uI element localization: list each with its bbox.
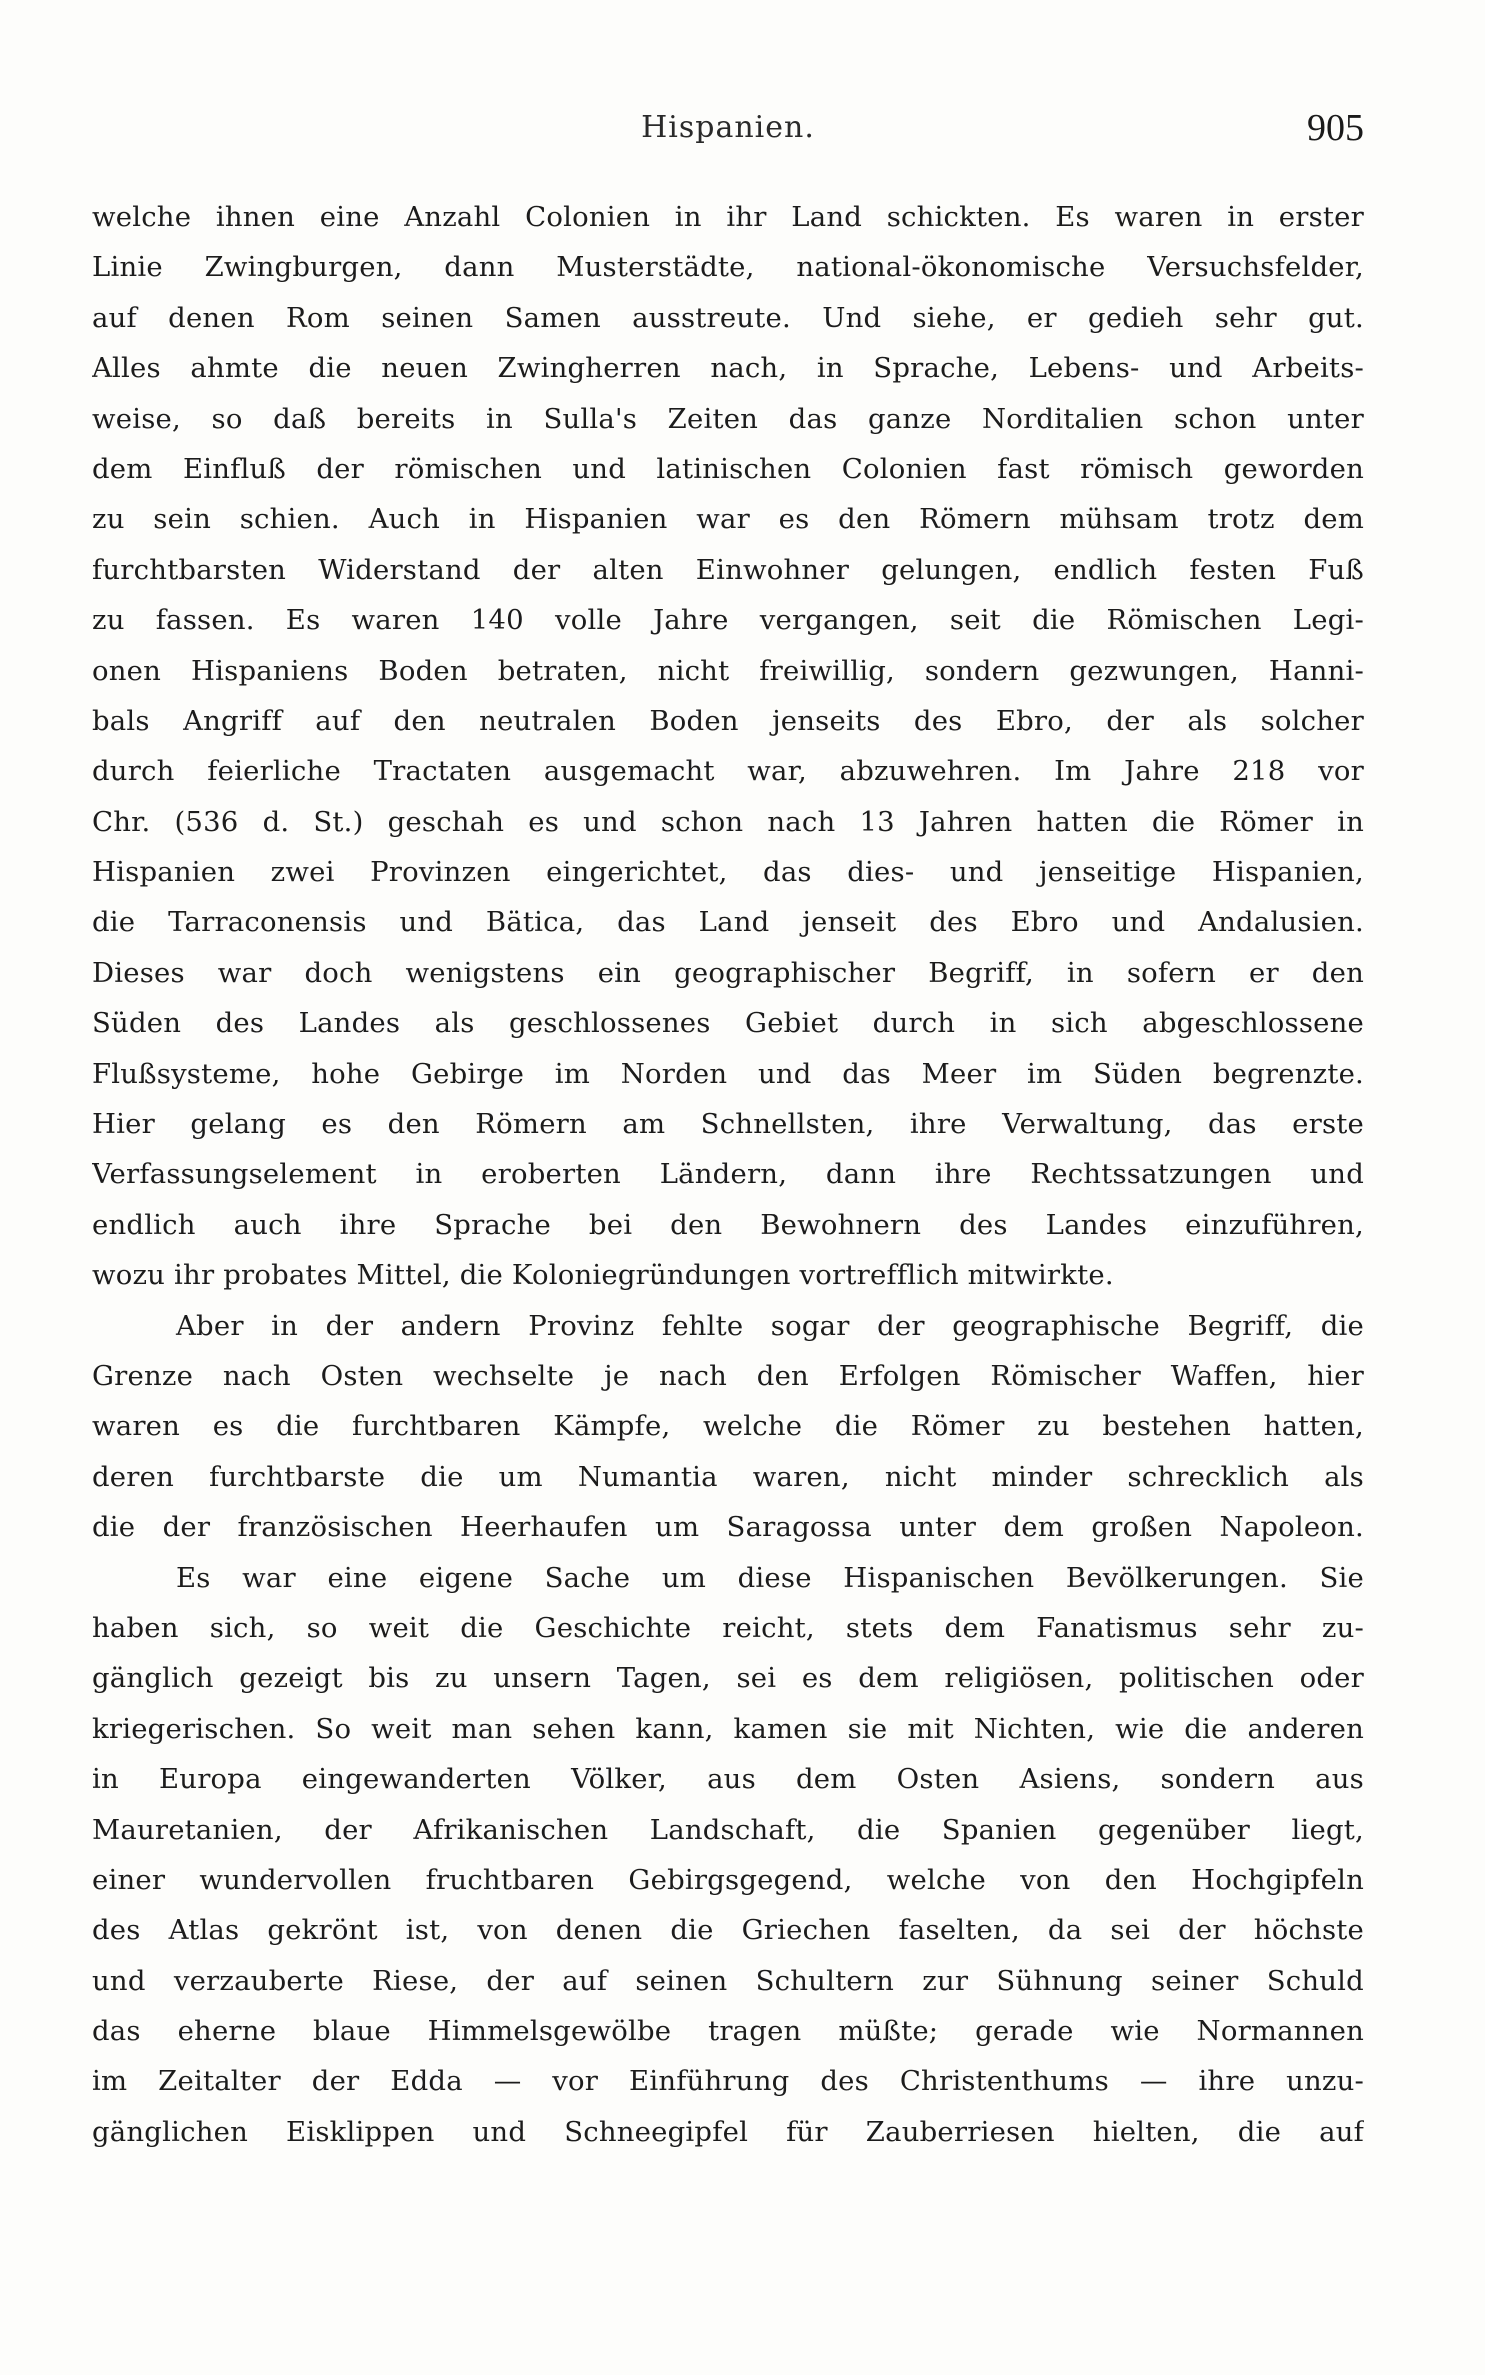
text-line: einer wundervollen fruchtbaren Gebirgsgegend, welche von den Hochgipfeln [92, 1863, 1364, 1896]
text-line: das eherne blaue Himmelsgewölbe tragen müßte; gerade wie Normannen [92, 2015, 1364, 2048]
text-line: Flußsysteme, hohe Gebirge im Norden und das Meer im Süden begrenzte. [92, 1057, 1364, 1090]
text-line: zu fassen. Es waren 140 volle Jahre vergangen, seit die Römischen Legi- [92, 604, 1364, 637]
text-line: Dieses war doch wenigstens ein geographischer Begriff, in sofern er den [92, 956, 1364, 989]
text-line: Verfassungselement in eroberten Ländern, dann ihre Rechtssatzungen und [92, 1158, 1364, 1191]
text-line: weise, so daß bereits in Sulla's Zeiten das ganze Norditalien schon unter [92, 402, 1364, 435]
text-line: zu sein schien. Auch in Hispanien war es den Römern mühsam trotz dem [92, 503, 1364, 536]
text-line: die Tarraconensis und Bätica, das Land jenseit des Ebro und Andalusien. [92, 906, 1364, 939]
text-line: furchtbarsten Widerstand der alten Einwohner gelungen, endlich festen Fuß [92, 553, 1364, 586]
text-line: deren furchtbarste die um Numantia waren, nicht minder schrecklich als [92, 1460, 1364, 1493]
text-line: Mauretanien, der Afrikanischen Landschaft, die Spanien gegenüber liegt, [92, 1813, 1364, 1846]
text-line: Linie Zwingburgen, dann Musterstädte, national-ökonomische Versuchsfelder, [92, 251, 1364, 284]
body-text [92, 192, 1364, 2157]
text-line: Hier gelang es den Römern am Schnellsten, ihre Verwaltung, das erste [92, 1108, 1364, 1141]
text-line: Aber in der andern Provinz fehlte sogar der geographische Begriff, die [176, 1309, 1364, 1342]
text-line: in Europa eingewanderten Völker, aus dem Osten Asiens, sondern aus [92, 1763, 1364, 1796]
text-line: Hispanien zwei Provinzen eingerichtet, das dies- und jenseitige Hispanien, [92, 856, 1364, 889]
text-line: Alles ahmte die neuen Zwingherren nach, in Sprache, Lebens- und Arbeits- [92, 352, 1364, 385]
text-line: onen Hispaniens Boden betraten, nicht freiwillig, sondern gezwungen, Hanni- [92, 654, 1364, 687]
text-line: im Zeitalter der Edda — vor Einführung des Christenthums — ihre unzu- [92, 2065, 1364, 2098]
text-line: dem Einfluß der römischen und latinischen Colonien fast römisch geworden [92, 452, 1364, 485]
text-line: bals Angriff auf den neutralen Boden jenseits des Ebro, der als solcher [92, 704, 1364, 737]
running-head: Hispanien. [641, 110, 815, 145]
text-line: waren es die furchtbaren Kämpfe, welche die Römer zu bestehen hatten, [92, 1410, 1364, 1443]
page-number: 905 [1307, 107, 1364, 149]
text-line: gänglich gezeigt bis zu unsern Tagen, sei es dem religiösen, politischen oder [92, 1662, 1364, 1695]
text-line: die der französischen Heerhaufen um Saragossa unter dem großen Napoleon. [92, 1511, 1364, 1544]
text-line: gänglichen Eisklippen und Schneegipfel für Zauberriesen hielten, die auf [92, 2115, 1364, 2148]
text-line: durch feierliche Tractaten ausgemacht war, abzuwehren. Im Jahre 218 vor [92, 755, 1364, 788]
text-line: Chr. (536 d. St.) geschah es und schon nach 13 Jahren hatten die Römer in [92, 805, 1364, 838]
text-line: kriegerischen. So weit man sehen kann, kamen sie mit Nichten, wie die anderen [92, 1712, 1364, 1745]
text-line: und verzauberte Riese, der auf seinen Schultern zur Sühnung seiner Schuld [92, 1964, 1364, 1997]
text-line: endlich auch ihre Sprache bei den Bewohnern des Landes einzuführen, [92, 1208, 1364, 1241]
text-line: Es war eine eigene Sache um diese Hispanischen Bevölkerungen. Sie [176, 1561, 1364, 1594]
text-line: Grenze nach Osten wechselte je nach den Erfolgen Römischer Waffen, hier [92, 1359, 1364, 1392]
text-line: wozu ihr probates Mittel, die Koloniegründungen vortrefflich mitwirkte. [92, 1259, 1114, 1292]
page-header [92, 107, 1364, 160]
text-line: welche ihnen eine Anzahl Colonien in ihr Land schickten. Es waren in erster [92, 201, 1364, 233]
text-line: des Atlas gekrönt ist, von denen die Griechen faselten, da sei der höchste [92, 1914, 1364, 1947]
text-line: haben sich, so weit die Geschichte reicht, stets dem Fanatismus sehr zu- [92, 1611, 1364, 1644]
text-line: Süden des Landes als geschlossenes Gebiet durch in sich abgeschlossene [92, 1007, 1364, 1040]
text-line: auf denen Rom seinen Samen ausstreute. Und siehe, er gedieh sehr gut. [92, 301, 1364, 334]
